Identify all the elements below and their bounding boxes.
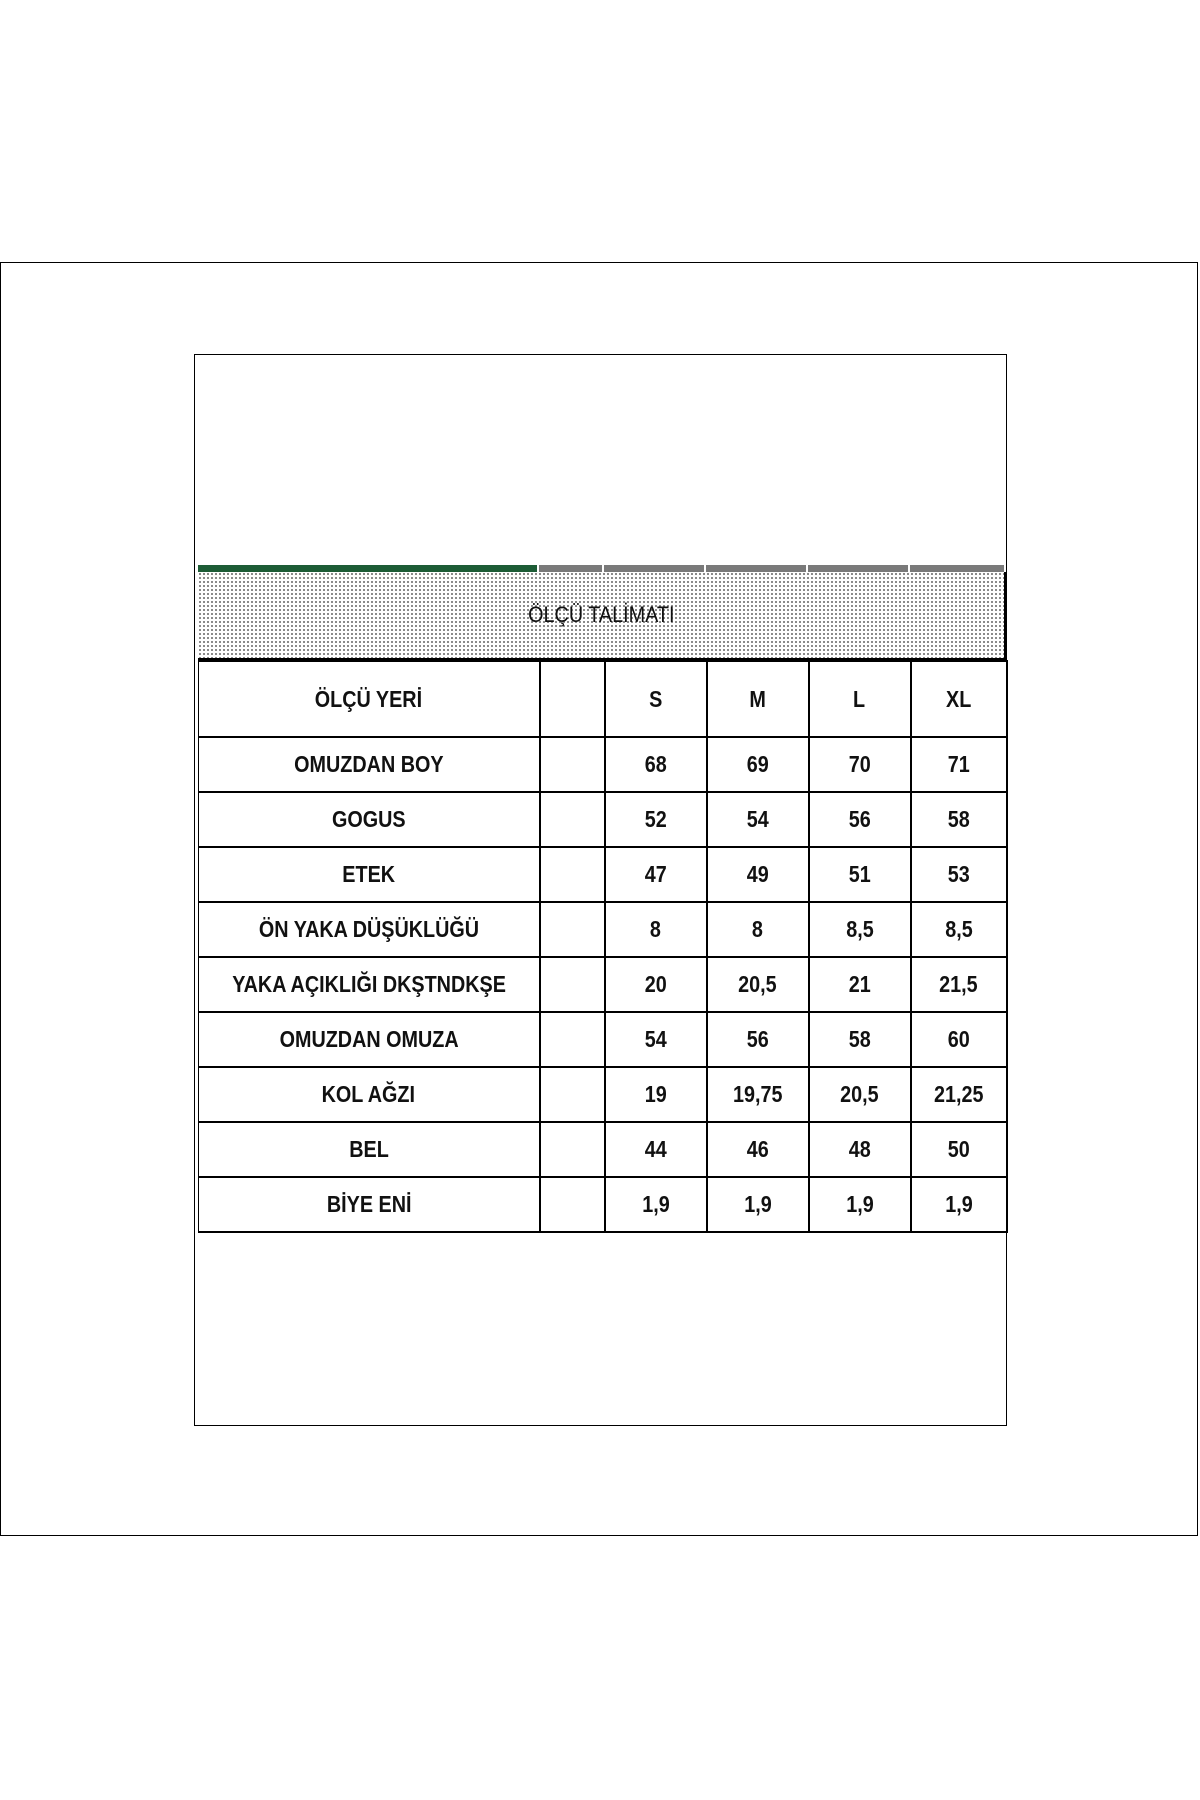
value-cell: 48 bbox=[809, 1122, 911, 1177]
table-row bbox=[199, 1067, 1007, 1122]
table-row bbox=[199, 1122, 1007, 1177]
value-cell: 46 bbox=[707, 1122, 809, 1177]
table-row bbox=[199, 847, 1007, 902]
value-cell: 60 bbox=[911, 1012, 1007, 1067]
value-cell: 52 bbox=[605, 792, 707, 847]
blank-cell bbox=[540, 957, 605, 1012]
value-cell: 68 bbox=[605, 737, 707, 792]
value-cell: 8,5 bbox=[911, 902, 1007, 957]
value-cell: 58 bbox=[911, 792, 1007, 847]
value-cell: 50 bbox=[911, 1122, 1007, 1177]
value-cell: 51 bbox=[809, 847, 911, 902]
value-cell: 8 bbox=[707, 902, 809, 957]
table-row bbox=[199, 957, 1007, 1012]
title-band bbox=[198, 572, 1006, 660]
table-title: ÖLÇÜ TALİMATI bbox=[527, 602, 675, 627]
value-cell: 44 bbox=[605, 1122, 707, 1177]
value-cell: 19,75 bbox=[707, 1067, 809, 1122]
gridline-segment bbox=[910, 565, 1004, 572]
value-cell: 1,9 bbox=[809, 1177, 911, 1232]
value-cell: 21,25 bbox=[911, 1067, 1007, 1122]
header-size-s: S bbox=[605, 661, 707, 737]
table-row bbox=[199, 792, 1007, 847]
blank-cell bbox=[540, 847, 605, 902]
row-label: YAKA AÇIKLIĞI DKŞTNDKŞE bbox=[199, 957, 540, 1012]
value-cell: 19 bbox=[605, 1067, 707, 1122]
row-label: ETEK bbox=[199, 847, 540, 902]
value-cell: 56 bbox=[707, 1012, 809, 1067]
value-cell: 20,5 bbox=[707, 957, 809, 1012]
gridline-segment bbox=[706, 565, 806, 572]
header-row bbox=[199, 661, 1007, 737]
row-label: ÖN YAKA DÜŞÜKLÜĞÜ bbox=[199, 902, 540, 957]
value-cell: 54 bbox=[707, 792, 809, 847]
row-label: GOGUS bbox=[199, 792, 540, 847]
value-cell: 21,5 bbox=[911, 957, 1007, 1012]
value-cell: 8 bbox=[605, 902, 707, 957]
blank-cell bbox=[540, 737, 605, 792]
row-label: KOL AĞZI bbox=[199, 1067, 540, 1122]
gridline-segment bbox=[539, 565, 602, 572]
row-label: BEL bbox=[199, 1122, 540, 1177]
blank-cell bbox=[540, 1012, 605, 1067]
table-row bbox=[199, 1177, 1007, 1232]
row-label: OMUZDAN BOY bbox=[199, 737, 540, 792]
header-size-xl: XL bbox=[911, 661, 1007, 737]
value-cell: 1,9 bbox=[605, 1177, 707, 1232]
value-cell: 21 bbox=[809, 957, 911, 1012]
value-cell: 56 bbox=[809, 792, 911, 847]
value-cell: 54 bbox=[605, 1012, 707, 1067]
value-cell: 1,9 bbox=[707, 1177, 809, 1232]
value-cell: 53 bbox=[911, 847, 1007, 902]
blank-cell bbox=[540, 1177, 605, 1232]
table-row bbox=[199, 737, 1007, 792]
value-cell: 71 bbox=[911, 737, 1007, 792]
value-cell: 20,5 bbox=[809, 1067, 911, 1122]
value-cell: 47 bbox=[605, 847, 707, 902]
value-cell: 8,5 bbox=[809, 902, 911, 957]
header-measurement-label: ÖLÇÜ YERİ bbox=[199, 661, 540, 737]
table-row bbox=[199, 902, 1007, 957]
value-cell: 58 bbox=[809, 1012, 911, 1067]
blank-cell bbox=[540, 1067, 605, 1122]
gridline-segment bbox=[808, 565, 908, 572]
table-row bbox=[199, 1012, 1007, 1067]
value-cell: 49 bbox=[707, 847, 809, 902]
header-size-l: L bbox=[809, 661, 911, 737]
gridline-segment bbox=[604, 565, 704, 572]
header-blank-cell bbox=[540, 661, 605, 737]
value-cell: 1,9 bbox=[911, 1177, 1007, 1232]
spreadsheet-gridline-bar bbox=[198, 565, 1006, 572]
row-label: OMUZDAN OMUZA bbox=[199, 1012, 540, 1067]
row-label: BİYE ENİ bbox=[199, 1177, 540, 1232]
value-cell: 70 bbox=[809, 737, 911, 792]
value-cell: 69 bbox=[707, 737, 809, 792]
blank-cell bbox=[540, 792, 605, 847]
value-cell: 20 bbox=[605, 957, 707, 1012]
header-size-m: M bbox=[707, 661, 809, 737]
blank-cell bbox=[540, 1122, 605, 1177]
blank-cell bbox=[540, 902, 605, 957]
size-chart-table bbox=[198, 660, 1008, 1233]
gridline-segment bbox=[198, 565, 537, 572]
